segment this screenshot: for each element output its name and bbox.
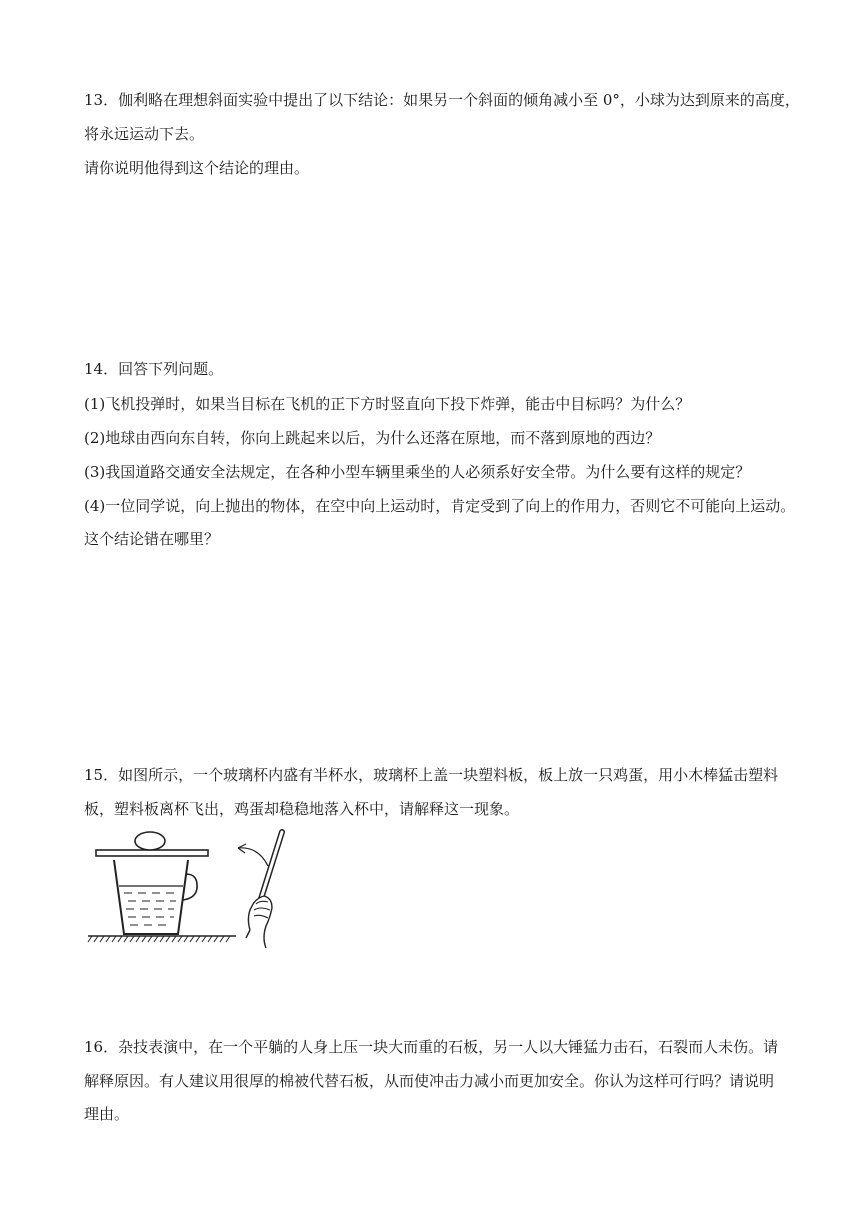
glass-outline [114, 860, 188, 934]
q14-line-5: (4)一位同学说，向上抛出的物体，在空中向上运动时，肯定受到了向上的作用力，否则它不可能向上运动。 [84, 497, 796, 515]
experiment-figure [86, 826, 296, 960]
water-dashes [124, 893, 176, 925]
q14-line-1: 14．回答下列问题。 [84, 360, 224, 378]
ground-hatching [88, 936, 230, 942]
q14-line-2: (1)飞机投弹时，如果当目标在飞机的正下方时竖直向下投下炸弹，能击中目标吗？为什么？ [84, 395, 691, 413]
q14-line-6: 这个结论错在哪里？ [84, 530, 220, 548]
egg [135, 832, 165, 850]
hand [248, 896, 272, 948]
q14-line-3: (2)地球由西向东自转，你向上跳起来以后，为什么还落在原地，而不落到原地的西边？ [84, 429, 661, 447]
q13-line-2: 将永远运动下去。 [84, 125, 205, 143]
egg-glass-diagram [86, 826, 296, 956]
q14-line-4: (3)我国道路交通安全法规定，在各种小型车辆里乘坐的人必须系好安全带。为什么要有这样的规定？ [84, 463, 751, 481]
plastic-board [96, 850, 208, 856]
q15-line-1: 15．如图所示，一个玻璃杯内盛有半杯水，玻璃杯上盖一块塑料板，板上放一只鸡蛋，用小木棒猛击塑料 [84, 766, 779, 784]
q15-line-2: 板，塑料板离杯飞出，鸡蛋却稳稳地落入杯中，请解释这一现象。 [84, 800, 520, 818]
q16-line-1: 16．杂技表演中，在一个平躺的人身上压一块大而重的石板，另一人以大锤猛力击石，石裂而人未伤。请 [84, 1038, 779, 1056]
q13-line-3: 请你说明他得到这个结论的理由。 [84, 159, 310, 177]
q16-line-2: 解释原因。有人建议用很厚的棉被代替石板，从而使冲击力减小而更加安全。你认为这样可行吗？请说明 [84, 1072, 775, 1090]
q13-line-1: 13．伽利略在理想斜面实验中提出了以下结论：如果另一个斜面的倾角减小至 0°，小球为达到原来的高度， [84, 91, 800, 109]
q16-line-3: 理由。 [84, 1105, 130, 1123]
